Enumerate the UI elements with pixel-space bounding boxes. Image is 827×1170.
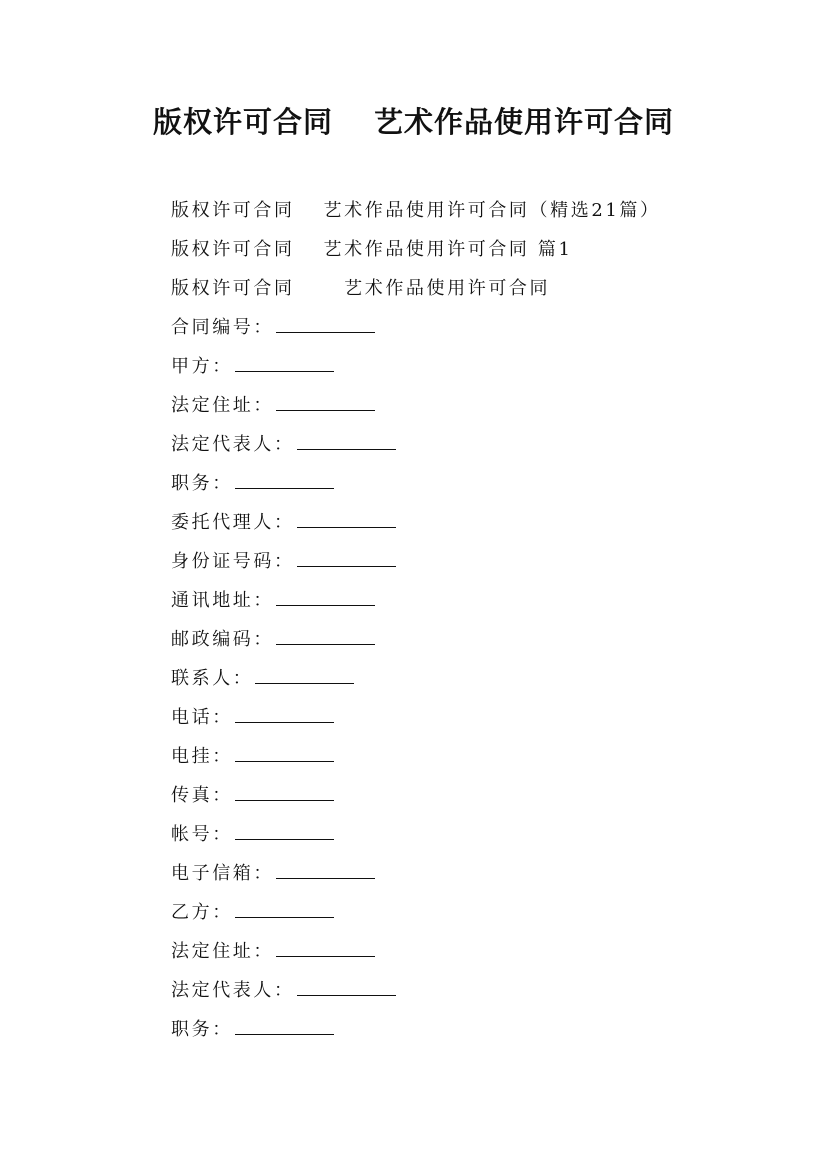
field-party-b-legal-rep <box>171 974 791 1013</box>
fill-in-blank <box>235 471 334 489</box>
field-label: 法定住址： <box>171 395 274 416</box>
field-label: 身份证号码： <box>171 551 295 572</box>
field-postal-code <box>171 623 791 662</box>
field-party-a <box>171 350 791 389</box>
fill-in-blank <box>276 939 375 957</box>
field-label: 乙方： <box>171 902 233 923</box>
fill-in-blank <box>255 666 354 684</box>
field-contract-number <box>171 311 791 350</box>
field-authorized-agent <box>171 506 791 545</box>
field-label: 电子信箱： <box>171 863 274 884</box>
field-label: 法定代表人： <box>171 980 295 1001</box>
field-label: 电话： <box>171 707 233 728</box>
field-party-b <box>171 896 791 935</box>
field-label: 联系人： <box>171 668 254 689</box>
field-cable <box>171 740 791 779</box>
field-label: 帐号： <box>171 824 233 845</box>
field-label: 职务： <box>171 1019 233 1040</box>
field-label: 法定代表人： <box>171 434 295 455</box>
field-party-a-legal-rep <box>171 428 791 467</box>
field-email <box>171 857 791 896</box>
field-id-number <box>171 545 791 584</box>
fill-in-blank <box>235 822 334 840</box>
fill-in-blank <box>276 393 375 411</box>
field-fax <box>171 779 791 818</box>
fill-in-blank <box>235 705 334 723</box>
fill-in-blank <box>235 900 334 918</box>
field-label: 甲方： <box>171 356 233 377</box>
field-label: 法定住址： <box>171 941 274 962</box>
field-label: 电挂： <box>171 746 233 767</box>
field-mailing-address <box>171 584 791 623</box>
intro-line-contract-heading: 版权许可合同 艺术作品使用许可合同 <box>171 278 551 299</box>
field-phone <box>171 701 791 740</box>
field-label: 邮政编码： <box>171 629 274 650</box>
field-label: 合同编号： <box>171 317 274 338</box>
fill-in-blank <box>276 627 375 645</box>
intro-line-article-1: 版权许可合同 艺术作品使用许可合同 篇1 <box>171 239 573 260</box>
field-party-a-address <box>171 389 791 428</box>
field-label: 委托代理人： <box>171 512 295 533</box>
fill-in-blank <box>235 783 334 801</box>
fill-in-blank <box>276 588 375 606</box>
field-label: 职务： <box>171 473 233 494</box>
document-title: 版权许可合同 艺术作品使用许可合同 <box>152 105 675 139</box>
fill-in-blank <box>235 744 334 762</box>
field-party-b-position <box>171 1013 791 1052</box>
fill-in-blank <box>276 315 375 333</box>
fill-in-blank <box>297 432 396 450</box>
fill-in-blank <box>235 1017 334 1035</box>
fill-in-blank <box>235 354 334 372</box>
fill-in-blank <box>297 549 396 567</box>
intro-line-collection: 版权许可合同 艺术作品使用许可合同（精选21篇） <box>171 200 661 221</box>
document-body <box>171 194 791 1052</box>
field-party-a-position <box>171 467 791 506</box>
field-party-b-address <box>171 935 791 974</box>
field-account-number <box>171 818 791 857</box>
field-label: 传真： <box>171 785 233 806</box>
fill-in-blank <box>297 978 396 996</box>
fill-in-blank <box>297 510 396 528</box>
field-contact-person <box>171 662 791 701</box>
field-label: 通讯地址： <box>171 590 274 611</box>
fill-in-blank <box>276 861 375 879</box>
